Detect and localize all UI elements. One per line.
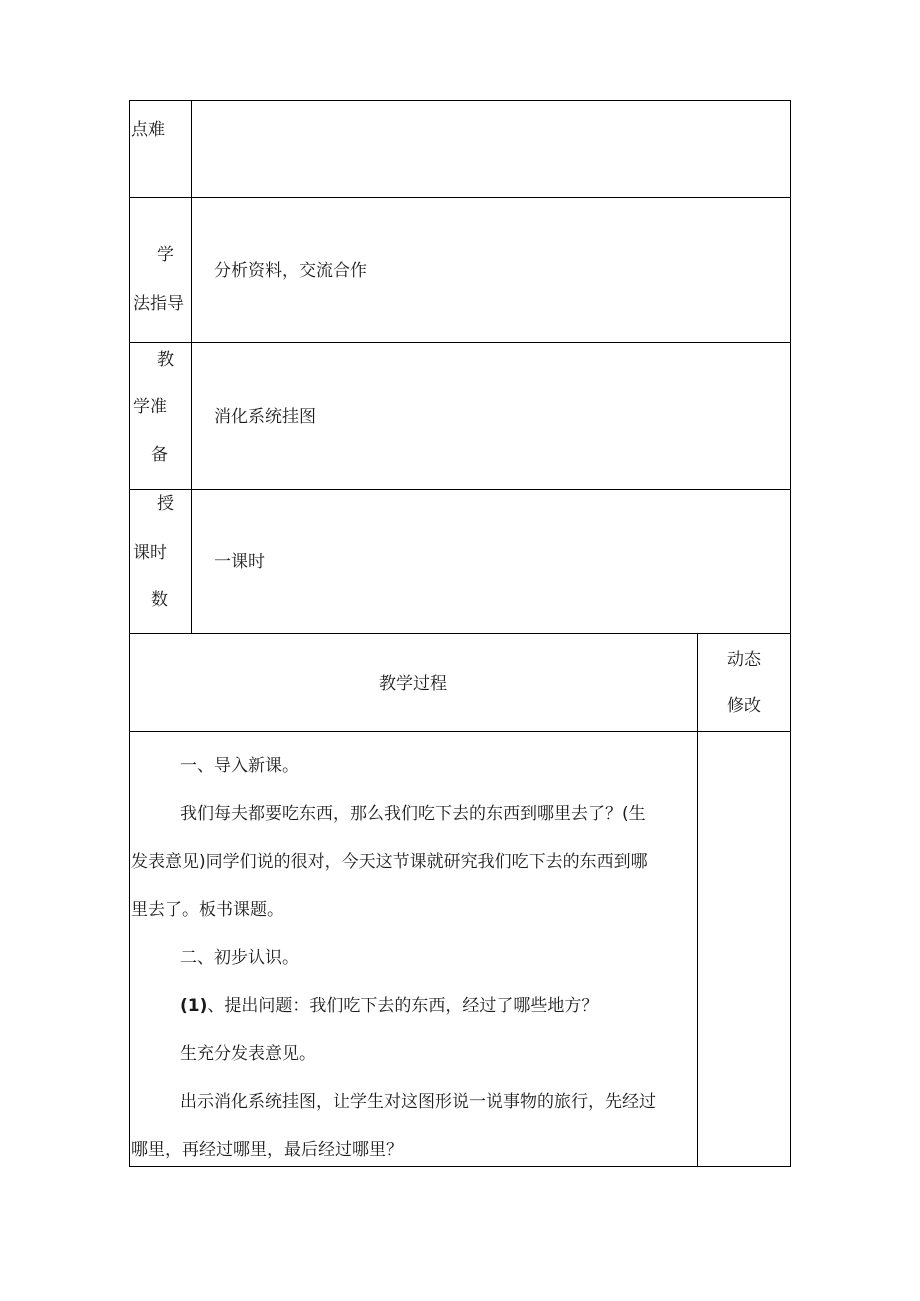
body-paragraph-5: 生充分发表意见。 [180, 1044, 316, 1064]
body-paragraph-2-line1: 我们每夫都要吃东西，那么我们吃下去的东西到哪里去了？(生 [180, 804, 646, 824]
body-paragraph-1: 一、导入新课。 [180, 756, 299, 776]
body-paragraph-2-line3: 里去了。板书课题。 [131, 900, 284, 920]
study-method-label-line2: 法指导 [133, 294, 184, 314]
item-number: (1) [180, 996, 208, 1016]
teaching-prep-label-line1: 教 [157, 350, 174, 370]
body-paragraph-6-line1: 出示消化系统挂图，让学生对这图形说一说事物的旅行，先经过 [180, 1092, 656, 1112]
table-bottom-border [129, 1166, 791, 1167]
process-title: 教学过程 [379, 674, 447, 694]
table-right-border [790, 100, 791, 1167]
teaching-prep-content: 消化系统挂图 [214, 407, 316, 427]
table-top-border [129, 100, 791, 101]
body-paragraph-2-line2: 发表意见)同学们说的很对，今天这节课就研究我们吃下去的东西到哪 [131, 852, 648, 872]
row-divider [129, 197, 791, 198]
body-paragraph-4 [180, 996, 598, 1016]
row-divider [129, 342, 791, 343]
row-divider [129, 489, 791, 490]
row-divider [129, 731, 791, 732]
key-difficult-label: 点难 [131, 120, 165, 140]
teaching-prep-label-line3: 备 [151, 445, 168, 465]
class-hours-label-line2: 课时 [133, 543, 167, 563]
study-method-content: 分析资料，交流合作 [214, 261, 367, 281]
body-paragraph-3: 二、初步认识。 [180, 948, 299, 968]
class-hours-content: 一课时 [214, 552, 265, 572]
study-method-label-line1: 学 [157, 245, 174, 265]
class-hours-label-line3: 数 [151, 590, 168, 610]
table-left-border [129, 100, 130, 1167]
revision-label-line1: 动态 [727, 650, 761, 670]
class-hours-label-line1: 授 [157, 494, 174, 514]
item-text: 、提出问题：我们吃下去的东西，经过了哪些地方？ [207, 996, 599, 1016]
label-column-divider [191, 100, 192, 634]
revision-label-line2: 修改 [727, 696, 761, 716]
revision-column-divider [697, 633, 698, 1167]
body-paragraph-6-line2: 哪里，再经过哪里，最后经过哪里？ [131, 1140, 403, 1160]
row-divider [129, 633, 791, 634]
teaching-prep-label-line2: 学准 [133, 397, 167, 417]
